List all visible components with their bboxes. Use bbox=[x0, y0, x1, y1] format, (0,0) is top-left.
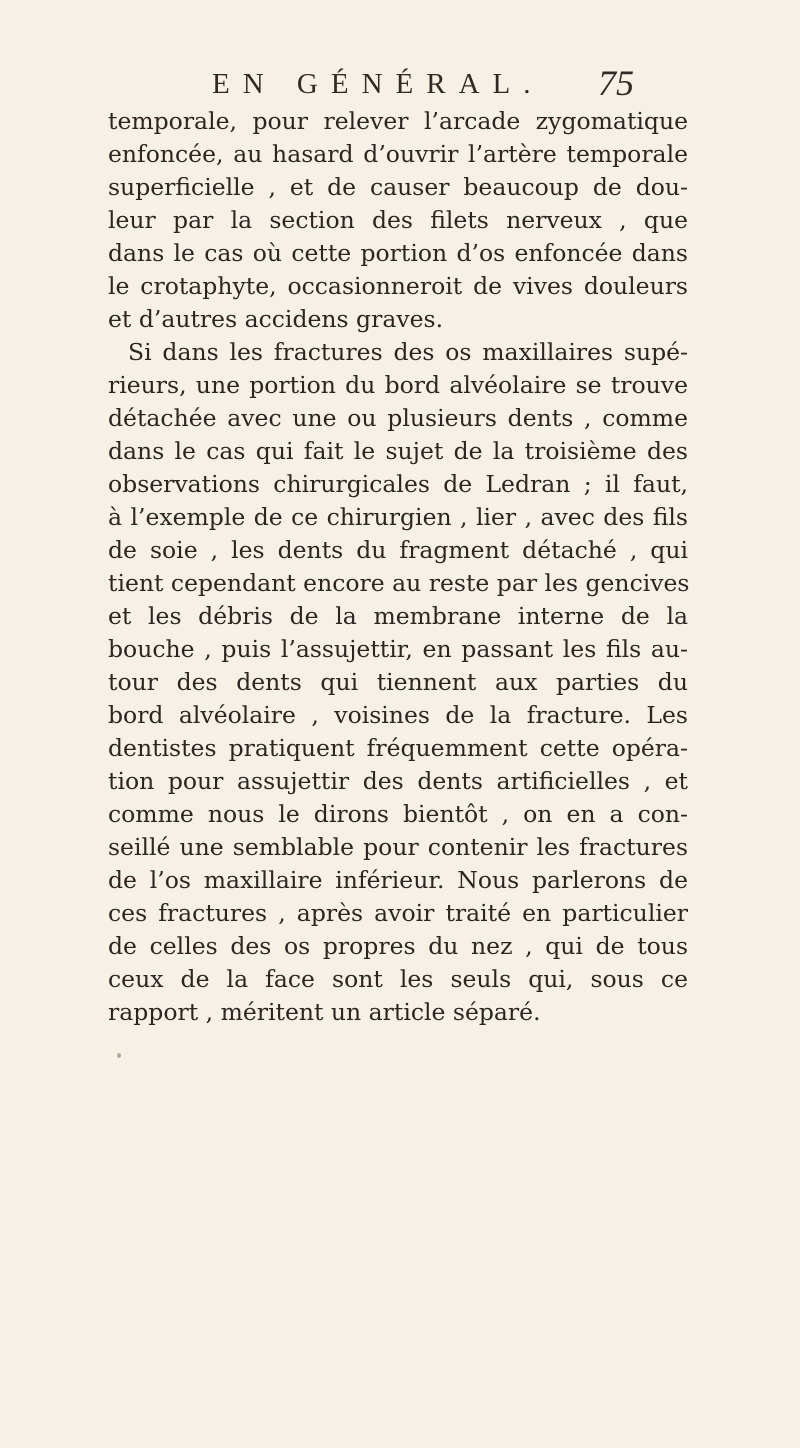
text-line: à l’exemple de ce chirurgien , lier , avec des fils bbox=[108, 503, 688, 531]
text-line: dans le cas où cette portion d’os enfoncée dans bbox=[108, 239, 688, 267]
text-line: comme nous le dirons bientôt , on en a con- bbox=[108, 800, 688, 828]
text-line: dans le cas qui fait le sujet de la troisième des bbox=[108, 437, 688, 465]
text-line: tient cependant encore au reste par les gencives bbox=[108, 569, 690, 597]
paragraph-end-line: rapport , méritent un article séparé. bbox=[108, 998, 541, 1026]
text-line: le crotaphyte, occasionneroit de vives douleurs bbox=[108, 272, 688, 300]
text-line: bouche , puis l’assujettir, en passant les fils au- bbox=[108, 635, 688, 663]
text-line: ces fractures , après avoir traité en particulier bbox=[108, 899, 688, 927]
text-line: et les débris de la membrane interne de la bbox=[108, 602, 688, 630]
text-line: tour des dents qui tiennent aux parties du bbox=[108, 668, 688, 696]
text-line: temporale, pour relever l’arcade zygomatique bbox=[108, 107, 688, 135]
text-line: observations chirurgicales de Ledran ; il faut, bbox=[108, 470, 688, 498]
text-line: détachée avec une ou plusieurs dents , comme bbox=[108, 404, 688, 432]
running-title: EN GÉNÉRAL. bbox=[212, 68, 544, 100]
text-line: leur par la section des filets nerveux , que bbox=[108, 206, 688, 234]
paragraph-start-line: Si dans les fractures des os maxillaires supé- bbox=[128, 338, 688, 366]
text-line: superficielle , et de causer beaucoup de dou- bbox=[108, 173, 688, 201]
paragraph-end-line: et d’autres accidens graves. bbox=[108, 305, 444, 333]
text-line: seillé une semblable pour contenir les fractures bbox=[108, 833, 688, 861]
paper-speck bbox=[117, 1053, 121, 1058]
text-line: de soie , les dents du fragment détaché , qui bbox=[108, 536, 688, 564]
page-number: 75 bbox=[598, 63, 634, 103]
text-line: rieurs, une portion du bord alvéolaire se trouve bbox=[108, 371, 688, 399]
text-line: dentistes pratiquent fréquemment cette opéra- bbox=[108, 734, 688, 762]
text-line: de celles des os propres du nez , qui de tous bbox=[108, 932, 688, 960]
text-line: de l’os maxillaire inférieur. Nous parlerons de bbox=[108, 866, 688, 894]
text-line: bord alvéolaire , voisines de la fracture. Les bbox=[108, 701, 688, 729]
text-line: tion pour assujettir des dents artificielles , et bbox=[108, 767, 688, 795]
text-line: ceux de la face sont les seuls qui, sous ce bbox=[108, 965, 688, 993]
running-header bbox=[0, 63, 800, 108]
text-line: enfoncée, au hasard d’ouvrir l’artère temporale bbox=[108, 140, 688, 168]
